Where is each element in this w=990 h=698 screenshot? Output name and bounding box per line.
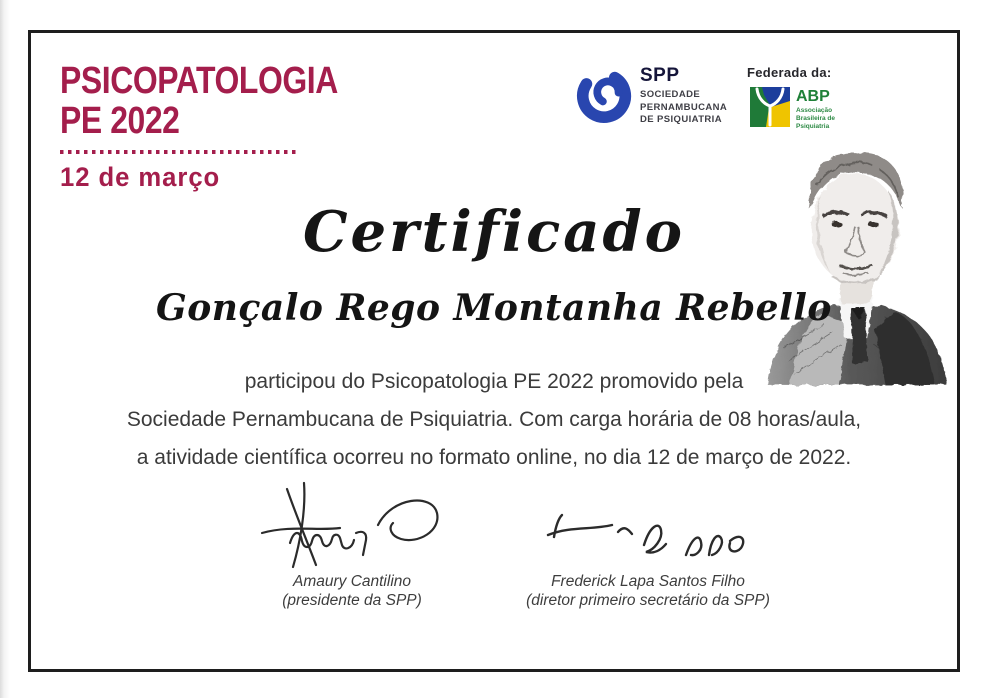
signature-role: (presidente da SPP) bbox=[282, 592, 422, 609]
signature-block-president bbox=[202, 481, 502, 610]
dotted-divider bbox=[60, 150, 296, 154]
abp-name bbox=[796, 107, 835, 131]
signature-name: Frederick Lapa Santos Filho bbox=[551, 573, 745, 590]
spp-logo bbox=[576, 63, 727, 130]
body-line2: Sociedade Pernambucana de Psiquiatria. Com carga horária de 08 horas/aula, bbox=[126, 408, 862, 431]
abp-flag-icon bbox=[750, 87, 790, 132]
signature-block-secretary bbox=[498, 481, 798, 610]
spp-swirl-icon bbox=[576, 63, 634, 130]
spp-name-line1: SOCIEDADE bbox=[640, 89, 701, 100]
spp-text-block bbox=[640, 65, 727, 127]
signature-scribble-president bbox=[202, 481, 502, 569]
federada-label: Federada da: bbox=[747, 65, 832, 80]
spp-name-line2: PERNAMBUCANA bbox=[640, 101, 728, 113]
body-line1: participou do Psicopatologia PE 2022 promovido pela bbox=[244, 370, 744, 393]
event-date: 12 de março bbox=[60, 162, 221, 192]
signature-scribble-secretary bbox=[498, 481, 798, 569]
scan-edge-shadow bbox=[0, 0, 10, 698]
recipient-name: Gonçalo Rego Montanha Rebello bbox=[156, 287, 832, 329]
certificate-body bbox=[31, 363, 957, 477]
abp-name-line1: Associação bbox=[796, 107, 833, 114]
spp-name-line3: DE PSIQUIATRIA bbox=[640, 114, 722, 125]
event-title-line2: PE 2022 bbox=[60, 100, 180, 142]
spp-name bbox=[640, 89, 727, 127]
abp-name-line2: Brasileira de bbox=[796, 115, 836, 122]
abp-acronym: ABP bbox=[796, 88, 830, 105]
certificate bbox=[28, 30, 960, 672]
signature-role: (diretor primeiro secretário da SPP) bbox=[526, 592, 770, 609]
abp-block bbox=[747, 65, 835, 132]
body-line3: a atividade científica ocorreu no formato online, no dia 12 de março de 2022. bbox=[136, 446, 852, 469]
signature-name: Amaury Cantilino bbox=[292, 573, 412, 590]
portrait-sketch bbox=[753, 145, 957, 393]
spp-acronym: SPP bbox=[640, 65, 680, 86]
abp-text-block bbox=[796, 88, 835, 132]
event-title-line1: PSICOPATOLOGIA bbox=[60, 60, 338, 102]
certificate-title: Certificado bbox=[302, 199, 686, 265]
event-title-block bbox=[60, 61, 391, 193]
abp-logo bbox=[750, 87, 835, 132]
abp-name-line3: Psiquiatria bbox=[796, 123, 830, 130]
